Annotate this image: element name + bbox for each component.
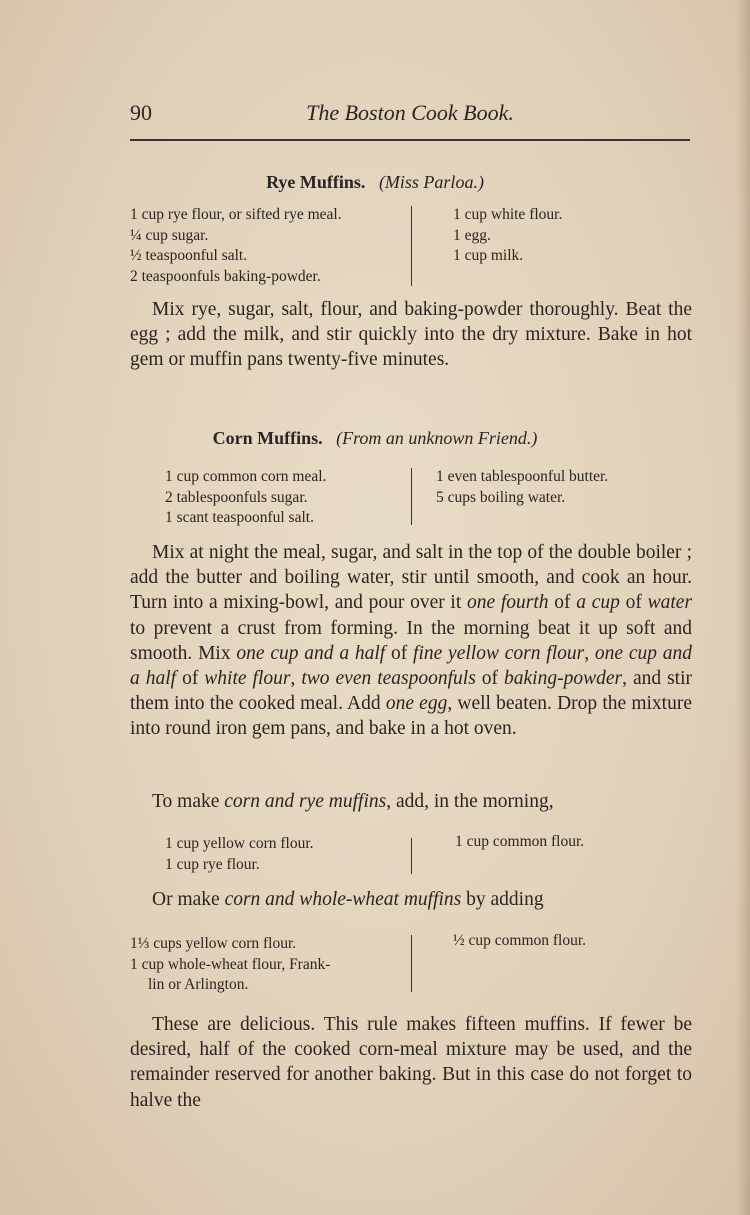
corn-recipe-attribution: (From an unknown Friend.): [336, 428, 538, 448]
intro-text: Or make: [152, 889, 225, 910]
rye-recipe-attribution: (Miss Parloa.): [378, 172, 484, 192]
ingredient-line: 1 cup common flour.: [455, 833, 585, 850]
column-divider: [411, 838, 412, 874]
ingredient-line: ¼ cup sugar.: [130, 226, 209, 244]
intro-emphasis: corn and rye muffins: [224, 791, 387, 812]
method-emphasis: a cup: [576, 592, 620, 614]
header-rule: [130, 139, 690, 141]
ingredient-line: ½ teaspoonful salt.: [130, 247, 248, 264]
closing-paragraph: [130, 1012, 692, 1113]
method-text: of: [548, 592, 577, 614]
method-text: of: [176, 668, 205, 690]
corn-method-paragraph: [130, 540, 692, 742]
wheat-variant-ingredients-right: [453, 931, 586, 952]
intro-text: To make: [152, 791, 225, 812]
wheat-variant-ingredients-left: [130, 934, 330, 996]
method-text: ,: [584, 642, 595, 664]
running-title: The Boston Cook Book.: [306, 100, 514, 125]
method-text: , and stir them into the cooked meal. Add: [130, 668, 693, 715]
ingredient-line: 1 cup white flour.: [453, 206, 563, 223]
method-text: of: [619, 592, 648, 614]
ingredient-line: 1 scant teaspoonful salt.: [165, 509, 314, 526]
running-header: [130, 100, 690, 130]
ingredient-line: 1 egg.: [453, 226, 491, 244]
rye-ingredients-right: [453, 205, 562, 267]
ingredient-line: 1 cup common corn meal.: [165, 468, 327, 485]
rye-variant-intro: [152, 791, 554, 813]
ingredient-line: 1 cup rye flour.: [165, 855, 260, 873]
ingredient-line: 1 cup milk.: [453, 247, 524, 264]
corn-recipe-name: Corn Muffins.: [212, 428, 323, 448]
rye-ingredients-left: [130, 205, 342, 287]
rye-variant-ingredients-right: [455, 832, 584, 853]
intro-text: , add, in the morning,: [386, 791, 554, 812]
method-text: , well beaten. Drop the mixture into round iron gem pans, and bake in a hot oven.: [130, 693, 692, 740]
ingredient-line: 1 cup whole-wheat flour, Frank-: [130, 955, 331, 973]
method-text: ,: [290, 668, 302, 690]
method-emphasis: fine yellow corn flour: [413, 642, 585, 664]
ingredient-line: lin or Arlington.: [148, 976, 249, 993]
ingredient-line: 5 cups boiling water.: [436, 488, 566, 506]
ingredient-line: 1 cup rye flour, or sifted rye meal.: [130, 206, 342, 223]
rye-recipe-title: [0, 172, 750, 193]
method-emphasis: water: [647, 592, 693, 614]
ingredient-line: 2 teaspoonfuls baking-powder.: [130, 267, 321, 285]
method-text: Mix at night the meal, sugar, and salt in the top of the double boiler ; add the butter and boiling water, stir until smooth, and cook an hour. Turn into a mixing-bowl, and pour over it: [130, 542, 692, 614]
corn-ingredients-left: [165, 467, 326, 529]
method-text: of: [475, 668, 505, 690]
method-emphasis: one fourth: [467, 592, 549, 614]
rye-variant-ingredients-left: [165, 834, 314, 875]
method-emphasis: one cup and a half: [130, 642, 693, 690]
method-text: of: [385, 642, 414, 664]
ingredient-line: ½ cup common flour.: [453, 932, 587, 949]
method-text: to prevent a crust from forming. In the morning beat it up soft and smooth. Mix: [130, 617, 692, 664]
wheat-variant-intro: [152, 889, 544, 911]
intro-text: by adding: [461, 889, 544, 910]
ingredient-line: 1⅓ cups yellow corn flour.: [130, 935, 297, 952]
method-emphasis: one egg: [385, 693, 448, 715]
rye-method-text: Mix rye, sugar, salt, flour, and baking-powder thoroughly. Beat the egg ; add the milk, and stir quickly into the dry mixture. Bake in hot gem or muffin pans twenty-five minutes.: [130, 299, 692, 371]
column-divider: [411, 935, 412, 992]
method-emphasis: white flour: [204, 668, 291, 690]
rye-method-paragraph: [130, 297, 692, 373]
intro-emphasis: corn and whole-wheat muffins: [224, 889, 462, 910]
column-divider: [411, 468, 412, 525]
method-emphasis: baking-powder: [504, 668, 623, 690]
page-number: 90: [130, 100, 152, 125]
corn-recipe-title: [0, 428, 750, 449]
rye-recipe-name: Rye Muffins.: [266, 172, 366, 192]
method-emphasis: one cup and a half: [236, 642, 386, 664]
ingredient-line: 2 tablespoonfuls sugar.: [165, 488, 308, 506]
ingredient-line: 1 cup yellow corn flour.: [165, 835, 314, 852]
ingredient-line: 1 even tablespoonful butter.: [436, 468, 609, 485]
closing-text: These are delicious. This rule makes fifteen muffins. If fewer be desired, half of the cooked corn-meal mixture may be used, and the remainder reserved for another baking. But in this case do not forget to halve the: [130, 1014, 692, 1111]
column-divider: [411, 206, 412, 286]
method-emphasis: two even teaspoonfuls: [301, 668, 476, 690]
corn-ingredients-right: [436, 467, 608, 508]
